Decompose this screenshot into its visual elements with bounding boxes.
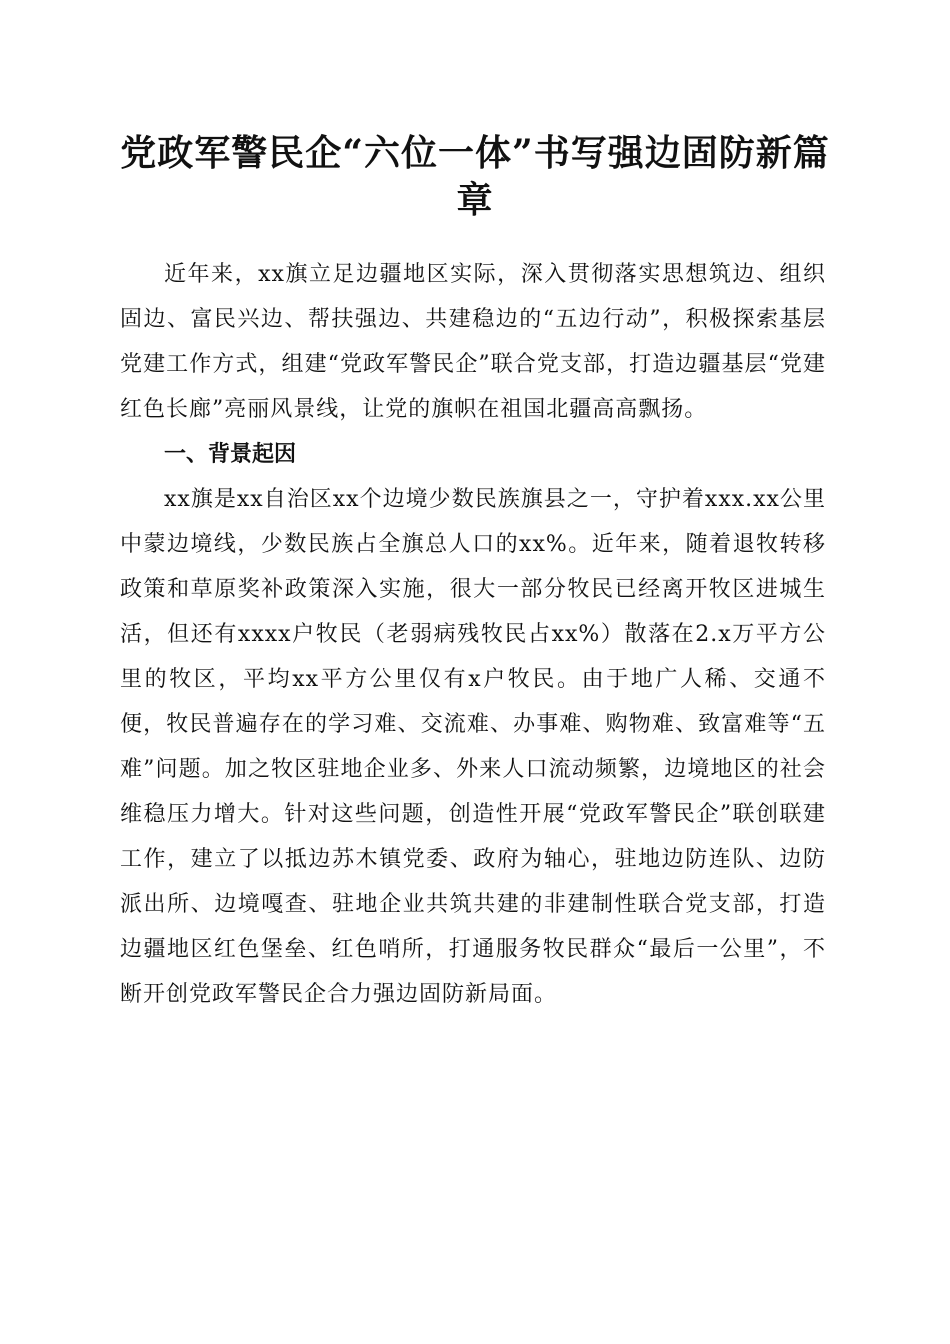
section-paragraph: xx旗是xx自治区xx个边境少数民族旗县之一，守护着xxx.xx公里中蒙边境线，少数民族占全旗总人口的xx%。近年来，随着退牧转移政策和草原奖补政策深入实施，很大一部分牧民已经离开牧区进城生活，但还有xxxx户牧民（老弱病残牧民占xx%）散落在2.x万平方公里的牧区，平均xx平方公里仅有x户牧民。由于地广人稀、交通不便，牧民普遍存在的学习难、交流难、办事难、购物难、致富难等“五难”问题。加之牧区驻地企业多、外来人口流动频繁，边境地区的社会维稳压力增大。针对这些问题，创造性开展“党政军警民企”联创联建工作，建立了以抵边苏木镇党委、政府为轴心，驻地边防连队、边防派出所、边境嘎查、驻地企业共筑共建的非建制性联合党支部，打造边疆地区红色堡垒、红色哨所，打通服务牧民群众“最后一公里”，不断开创党政军警民企合力强边固防新局面。 xyxy=(120,487,826,1007)
intro-paragraph: 近年来，xx旗立足边疆地区实际，深入贯彻落实思想筑边、组织固边、富民兴边、帮扶强边、共建稳边的“五边行动”，积极探索基层党建工作方式，组建“党政军警民企”联合党支部，打造边疆基层“党建红色长廊”亮丽风景线，让党的旗帜在祖国北疆高高飘扬。 xyxy=(120,262,826,422)
document-title: 党政军警民企“六位一体”书写强边固防新篇章 xyxy=(120,132,830,221)
section-heading: 一、背景起因 xyxy=(164,442,297,467)
document-body xyxy=(120,252,826,1017)
